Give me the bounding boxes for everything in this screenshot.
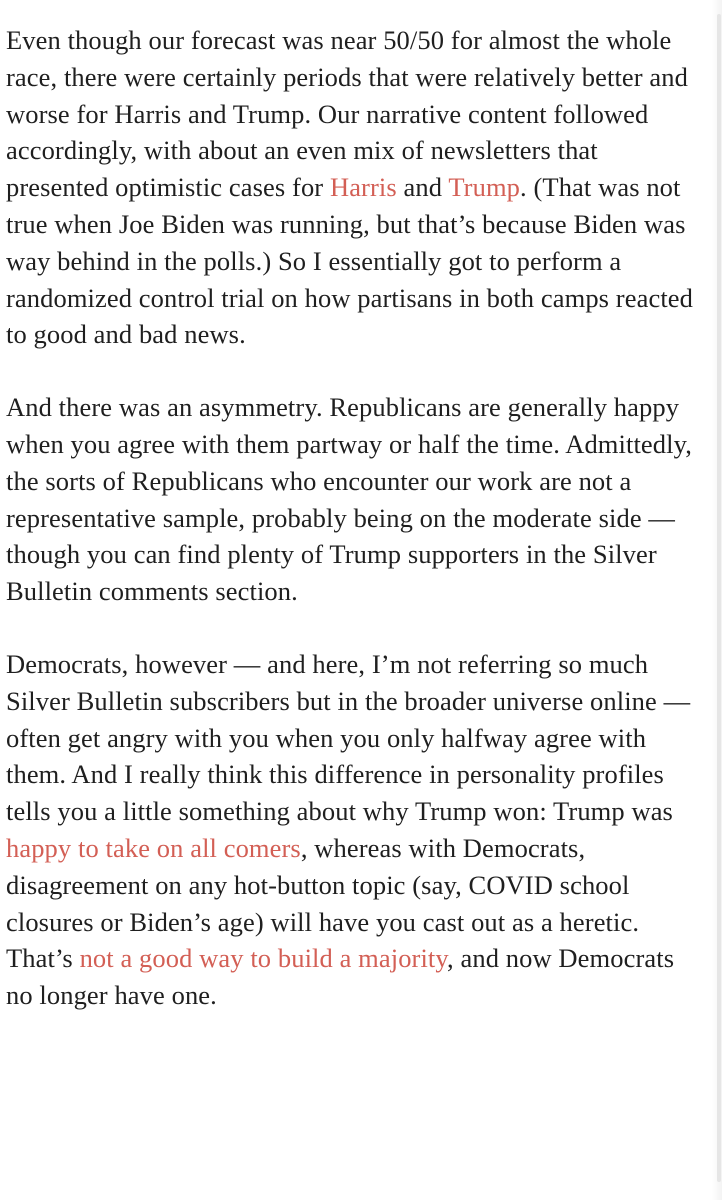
link-harris[interactable]: Harris — [329, 172, 397, 203]
scrollbar-track[interactable] — [712, 0, 722, 1200]
link-happy-to-take-on-all-comers[interactable]: happy to take on all comers — [6, 832, 301, 863]
paragraph-1 — [6, 22, 706, 353]
link-not-a-good-way-to-build-a-majority[interactable]: not a good way to build a majority — [79, 943, 448, 974]
paragraph-3-text-b: , whereas with Democrats, disagreement on any hot-button topic (say, COVID school closures or Biden’s age) will have you cast out as a heretic. That’s — [6, 832, 640, 974]
scrollbar-thumb[interactable] — [717, 14, 721, 1182]
paragraph-2 — [6, 389, 706, 610]
paragraph-1-text-b: and — [396, 172, 449, 203]
link-trump[interactable]: Trump — [448, 172, 521, 203]
paragraph-1-text-c: . (That was not true when Joe Biden was running, but that’s because Biden was way behind in the polls.) So I essentially got to perform a randomized control trial on how partisans in both camps reacted to good and bad news. — [6, 172, 693, 350]
paragraph-3 — [6, 646, 706, 1014]
article-body — [6, 22, 706, 1050]
paragraph-3-text-c: , and now Democrats no longer have one. — [6, 943, 675, 1011]
paragraph-3-text-a: Democrats, however — and here, I’m not referring so much Silver Bulletin subscribers but in the broader universe online — often get angry with you when you only halfway agree with them. And I really think this difference in personality profiles tells you a little something about why Trump won: Trump was — [6, 648, 691, 827]
paragraph-1-text-a: Even though our forecast was near 50/50 for almost the whole race, there were certainly periods that were relatively better and worse for Harris and Trump. Our narrative content followed accordingly, with about an even mix of newsletters that presented optimistic cases for — [6, 25, 688, 203]
paragraph-2-text: And there was an asymmetry. Republicans are generally happy when you agree with them partway or half the time. Admittedly, the sorts of Republicans who encounter our work are not a representative sample, probably being on the moderate side — though you can find plenty of Trump supporters in the Silver Bulletin comments section. — [6, 392, 692, 607]
